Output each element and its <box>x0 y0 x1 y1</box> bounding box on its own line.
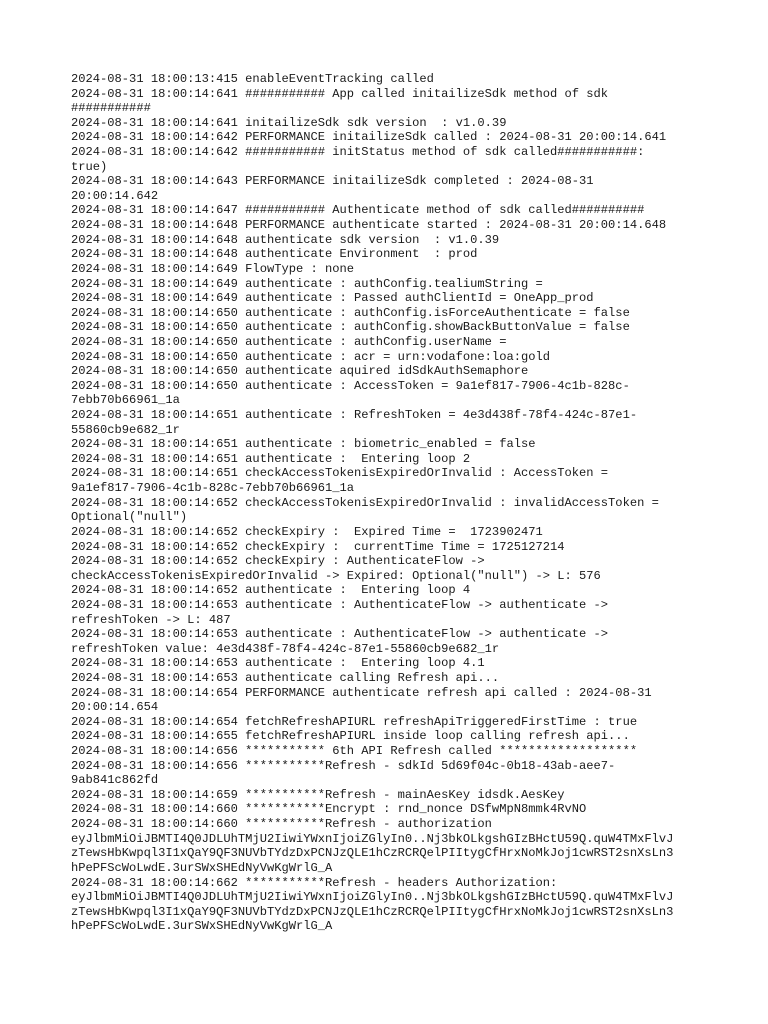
log-line: 2024-08-31 18:00:14:650 authenticate : authConfig.isForceAuthenticate = false <box>71 305 630 320</box>
log-line: 20:00:14.654 <box>71 700 159 715</box>
log-line: checkAccessTokenisExpiredOrInvalid -> Expired: Optional("null") -> L: 576 <box>71 568 601 583</box>
log-line: 55860cb9e682_1r <box>71 422 180 437</box>
log-line: refreshToken -> L: 487 <box>71 612 231 627</box>
log-line: 9ab841c862fd <box>71 773 159 788</box>
log-line: Optional("null") <box>71 510 188 525</box>
log-line: hPePFScWoLwdE.3urSWxSHEdNyVwKgWrlG_A <box>71 919 333 934</box>
log-line: 2024-08-31 18:00:14:662 ***********Refresh - headers Authorization: <box>71 875 558 890</box>
log-line: 2024-08-31 18:00:14:656 ***********Refresh - sdkId 5d69f04c-0b18-43ab-aee7- <box>71 758 616 773</box>
log-line: 2024-08-31 18:00:14:660 ***********Encrypt : rnd_nonce DSfwMpN8mmk4RvNO <box>71 802 587 817</box>
log-line: 2024-08-31 18:00:14:653 authenticate : AuthenticateFlow -> authenticate -> <box>71 597 609 612</box>
log-line: 2024-08-31 18:00:14:655 fetchRefreshAPIURL inside loop calling refresh api... <box>71 729 630 744</box>
log-text-block <box>71 72 701 934</box>
log-line: 2024-08-31 18:00:14:650 authenticate : AccessToken = 9a1ef817-7906-4c1b-828c- <box>71 378 630 393</box>
log-line: refreshToken value: 4e3d438f-78f4-424c-87e1-55860cb9e682_1r <box>71 641 500 656</box>
log-line: zTewsHbKwpql3I1xQaY9QF3NUVbTYdzDxPCNJzQLE1hCzRCRQelPIItygCfHrxNoMkJoj1cwRST2snXsLn3 <box>71 846 674 861</box>
log-line: 2024-08-31 18:00:14:660 ***********Refresh - authorization <box>71 817 492 832</box>
log-line: 20:00:14.642 <box>71 188 159 203</box>
log-line: 2024-08-31 18:00:13:415 enableEventTracking called <box>71 72 434 86</box>
log-line: 2024-08-31 18:00:14:642 PERFORMANCE initailizeSdk called : 2024-08-31 20:00:14.641 <box>71 130 667 145</box>
log-line: 7ebb70b66961_1a <box>71 393 180 408</box>
log-line: 2024-08-31 18:00:14:649 FlowType : none <box>71 261 355 276</box>
log-line: 2024-08-31 18:00:14:652 checkExpiry : Expired Time = 1723902471 <box>71 524 543 539</box>
log-line: 2024-08-31 18:00:14:648 PERFORMANCE authenticate started : 2024-08-31 20:00:14.648 <box>71 218 667 233</box>
log-line: eyJlbmMiOiJBMTI4Q0JDLUhTMjU2IiwiYWxnIjoiZGlyIn0..Nj3bkOLkgshGIzBHctU59Q.quW4TMxFlvJ <box>71 890 674 905</box>
log-line: 2024-08-31 18:00:14:648 authenticate Environment : prod <box>71 247 478 262</box>
log-line: 2024-08-31 18:00:14:654 PERFORMANCE authenticate refresh api called : 2024-08-31 <box>71 685 652 700</box>
log-line: 2024-08-31 18:00:14:659 ***********Refresh - mainAesKey idsdk.AesKey <box>71 787 565 802</box>
log-line: 2024-08-31 18:00:14:642 ########### initStatus method of sdk called###########: <box>71 145 645 160</box>
log-line: 2024-08-31 18:00:14:643 PERFORMANCE initailizeSdk completed : 2024-08-31 <box>71 174 594 189</box>
log-line: 2024-08-31 18:00:14:652 authenticate : Entering loop 4 <box>71 583 471 598</box>
log-line: 2024-08-31 18:00:14:653 authenticate : Entering loop 4.1 <box>71 656 485 671</box>
log-line: 2024-08-31 18:00:14:650 authenticate : acr = urn:vodafone:loa:gold <box>71 349 550 364</box>
log-line: 2024-08-31 18:00:14:648 authenticate sdk version : v1.0.39 <box>71 232 500 247</box>
log-line: 2024-08-31 18:00:14:651 authenticate : biometric_enabled = false <box>71 437 536 452</box>
log-line: 2024-08-31 18:00:14:652 checkExpiry : AuthenticateFlow -> <box>71 554 485 569</box>
log-line: 2024-08-31 18:00:14:654 fetchRefreshAPIURL refreshApiTriggeredFirstTime : true <box>71 714 638 729</box>
log-line: 2024-08-31 18:00:14:653 authenticate : AuthenticateFlow -> authenticate -> <box>71 627 609 642</box>
log-line: ########### <box>71 101 151 116</box>
log-line: 2024-08-31 18:00:14:650 authenticate : authConfig.showBackButtonValue = false <box>71 320 630 335</box>
log-line: eyJlbmMiOiJBMTI4Q0JDLUhTMjU2IiwiYWxnIjoiZGlyIn0..Nj3bkOLkgshGIzBHctU59Q.quW4TMxFlvJ <box>71 831 674 846</box>
log-line: zTewsHbKwpql3I1xQaY9QF3NUVbTYdzDxPCNJzQLE1hCzRCRQelPIItygCfHrxNoMkJoj1cwRST2snXsLn3 <box>71 904 674 919</box>
log-line: 2024-08-31 18:00:14:649 authenticate : Passed authClientId = OneApp_prod <box>71 291 594 306</box>
log-line: 2024-08-31 18:00:14:652 checkAccessTokenisExpiredOrInvalid : invalidAccessToken = <box>71 495 659 510</box>
log-line: 2024-08-31 18:00:14:651 authenticate : RefreshToken = 4e3d438f-78f4-424c-87e1- <box>71 408 638 423</box>
log-line: 9a1ef817-7906-4c1b-828c-7ebb70b66961_1a <box>71 481 355 496</box>
log-line: 2024-08-31 18:00:14:653 authenticate calling Refresh api... <box>71 670 500 685</box>
log-line: 2024-08-31 18:00:14:641 ########### App called initailizeSdk method of sdk <box>71 86 609 101</box>
log-line: 2024-08-31 18:00:14:651 checkAccessTokenisExpiredOrInvalid : AccessToken = <box>71 466 609 481</box>
log-line: 2024-08-31 18:00:14:641 initailizeSdk sdk version : v1.0.39 <box>71 115 507 130</box>
log-line: 2024-08-31 18:00:14:652 checkExpiry : currentTime Time = 1725127214 <box>71 539 565 554</box>
log-line: hPePFScWoLwdE.3urSWxSHEdNyVwKgWrlG_A <box>71 860 333 875</box>
log-line: true) <box>71 159 108 174</box>
log-line: 2024-08-31 18:00:14:651 authenticate : Entering loop 2 <box>71 451 471 466</box>
log-line: 2024-08-31 18:00:14:656 *********** 6th API Refresh called ******************* <box>71 744 638 759</box>
log-line: 2024-08-31 18:00:14:650 authenticate aquired idSdkAuthSemaphore <box>71 364 529 379</box>
log-line: 2024-08-31 18:00:14:650 authenticate : authConfig.userName = <box>71 334 507 349</box>
log-line: 2024-08-31 18:00:14:649 authenticate : authConfig.tealiumString = <box>71 276 543 291</box>
log-line: 2024-08-31 18:00:14:647 ########### Authenticate method of sdk called########## <box>71 203 645 218</box>
